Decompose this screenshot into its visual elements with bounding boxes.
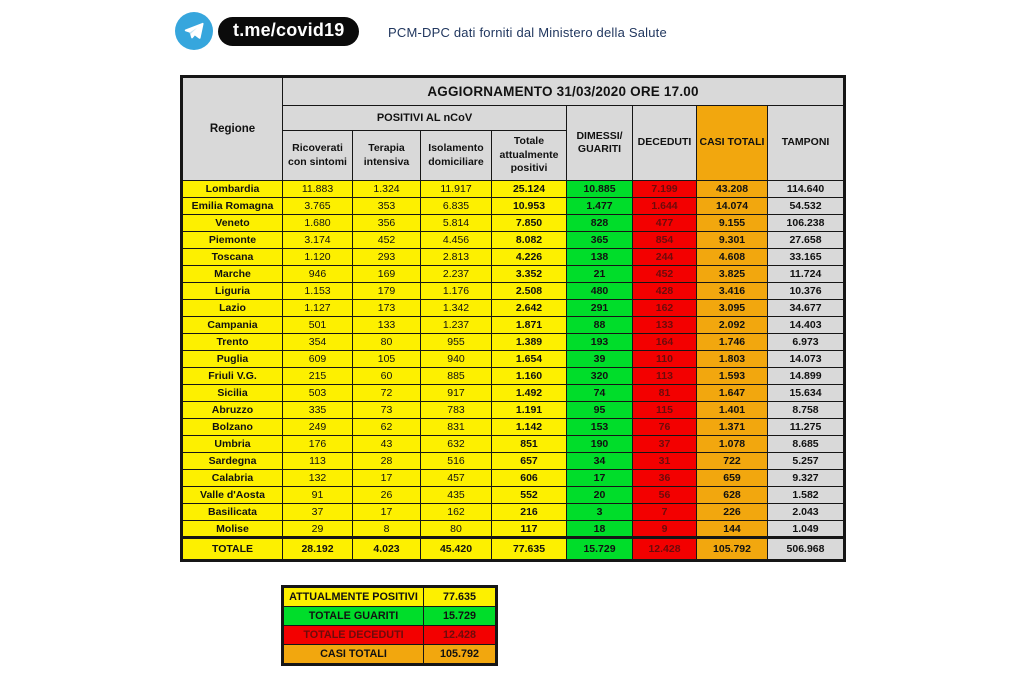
summary-label: TOTALE DECEDUTI <box>283 626 424 645</box>
value-cell: 3.174 <box>283 232 353 249</box>
region-row <box>182 283 845 300</box>
value-cell: 91 <box>283 487 353 504</box>
value-cell: 3.095 <box>697 300 768 317</box>
column-header-isolamento: Isolamento domiciliare <box>421 131 492 181</box>
table-body <box>182 181 845 561</box>
value-cell: 9.327 <box>768 470 845 487</box>
value-cell: 133 <box>633 317 697 334</box>
region-row <box>182 521 845 538</box>
region-row <box>182 436 845 453</box>
value-cell: 457 <box>421 470 492 487</box>
value-cell: 293 <box>353 249 421 266</box>
value-cell: 18 <box>567 521 633 538</box>
value-cell: 516 <box>421 453 492 470</box>
value-cell: 28.192 <box>283 538 353 561</box>
value-cell: 1.176 <box>421 283 492 300</box>
region-name: Sardegna <box>182 453 283 470</box>
region-name: Lombardia <box>182 181 283 198</box>
summary-value: 15.729 <box>424 607 497 626</box>
value-cell: 10.953 <box>492 198 567 215</box>
value-cell: 113 <box>283 453 353 470</box>
value-cell: 33.165 <box>768 249 845 266</box>
region-name: Calabria <box>182 470 283 487</box>
value-cell: 56 <box>633 487 697 504</box>
value-cell: 1.647 <box>697 385 768 402</box>
value-cell: 28 <box>353 453 421 470</box>
value-cell: 335 <box>283 402 353 419</box>
value-cell: 113 <box>633 368 697 385</box>
value-cell: 15.729 <box>567 538 633 561</box>
total-row <box>182 538 845 561</box>
region-row <box>182 181 845 198</box>
value-cell: 153 <box>567 419 633 436</box>
value-cell: 80 <box>353 334 421 351</box>
value-cell: 501 <box>283 317 353 334</box>
value-cell: 7.850 <box>492 215 567 232</box>
value-cell: 105.792 <box>697 538 768 561</box>
value-cell: 132 <box>283 470 353 487</box>
value-cell: 1.153 <box>283 283 353 300</box>
value-cell: 81 <box>633 385 697 402</box>
value-cell: 27.658 <box>768 232 845 249</box>
value-cell: 851 <box>492 436 567 453</box>
value-cell: 14.074 <box>697 198 768 215</box>
value-cell: 1.120 <box>283 249 353 266</box>
value-cell: 138 <box>567 249 633 266</box>
value-cell: 659 <box>697 470 768 487</box>
table-title: AGGIORNAMENTO 31/03/2020 ORE 17.00 <box>283 77 845 106</box>
value-cell: 3.765 <box>283 198 353 215</box>
region-name: Veneto <box>182 215 283 232</box>
region-name: Bolzano <box>182 419 283 436</box>
total-label: TOTALE <box>182 538 283 561</box>
value-cell: 1.078 <box>697 436 768 453</box>
region-row <box>182 215 845 232</box>
value-cell: 9 <box>633 521 697 538</box>
data-source-caption: PCM-DPC dati forniti dal Ministero della Salute <box>388 25 667 40</box>
value-cell: 3.825 <box>697 266 768 283</box>
value-cell: 72 <box>353 385 421 402</box>
value-cell: 216 <box>492 504 567 521</box>
value-cell: 1.401 <box>697 402 768 419</box>
value-cell: 2.813 <box>421 249 492 266</box>
column-header-totale-positivi: Totale attualmente positivi <box>492 131 567 181</box>
value-cell: 831 <box>421 419 492 436</box>
region-name: Valle d'Aosta <box>182 487 283 504</box>
value-cell: 1.803 <box>697 351 768 368</box>
value-cell: 552 <box>492 487 567 504</box>
value-cell: 10.885 <box>567 181 633 198</box>
summary-value: 105.792 <box>424 645 497 665</box>
value-cell: 946 <box>283 266 353 283</box>
value-cell: 1.593 <box>697 368 768 385</box>
summary-row-attualmente-positivi <box>283 587 497 607</box>
value-cell: 2.043 <box>768 504 845 521</box>
value-cell: 8.082 <box>492 232 567 249</box>
region-name: Lazio <box>182 300 283 317</box>
value-cell: 17 <box>567 470 633 487</box>
value-cell: 4.226 <box>492 249 567 266</box>
value-cell: 36 <box>633 470 697 487</box>
region-row <box>182 351 845 368</box>
value-cell: 105 <box>353 351 421 368</box>
covid-regional-table <box>180 75 846 562</box>
value-cell: 73 <box>353 402 421 419</box>
value-cell: 657 <box>492 453 567 470</box>
value-cell: 226 <box>697 504 768 521</box>
telegram-icon <box>175 12 213 50</box>
value-cell: 34.677 <box>768 300 845 317</box>
value-cell: 435 <box>421 487 492 504</box>
value-cell: 176 <box>283 436 353 453</box>
region-row <box>182 232 845 249</box>
value-cell: 249 <box>283 419 353 436</box>
value-cell: 34 <box>567 453 633 470</box>
value-cell: 885 <box>421 368 492 385</box>
region-row <box>182 334 845 351</box>
region-name: Abruzzo <box>182 402 283 419</box>
value-cell: 2.508 <box>492 283 567 300</box>
value-cell: 1.160 <box>492 368 567 385</box>
value-cell: 3.416 <box>697 283 768 300</box>
value-cell: 190 <box>567 436 633 453</box>
region-name: Marche <box>182 266 283 283</box>
value-cell: 164 <box>633 334 697 351</box>
value-cell: 365 <box>567 232 633 249</box>
value-cell: 215 <box>283 368 353 385</box>
value-cell: 2.642 <box>492 300 567 317</box>
value-cell: 609 <box>283 351 353 368</box>
value-cell: 828 <box>567 215 633 232</box>
region-name: Puglia <box>182 351 283 368</box>
region-row <box>182 317 845 334</box>
value-cell: 80 <box>421 521 492 538</box>
value-cell: 6.973 <box>768 334 845 351</box>
value-cell: 628 <box>697 487 768 504</box>
value-cell: 60 <box>353 368 421 385</box>
value-cell: 17 <box>353 504 421 521</box>
value-cell: 110 <box>633 351 697 368</box>
value-cell: 29 <box>283 521 353 538</box>
value-cell: 162 <box>421 504 492 521</box>
value-cell: 354 <box>283 334 353 351</box>
column-header-tamponi: TAMPONI <box>768 106 845 181</box>
value-cell: 1.324 <box>353 181 421 198</box>
value-cell: 117 <box>492 521 567 538</box>
value-cell: 480 <box>567 283 633 300</box>
value-cell: 20 <box>567 487 633 504</box>
value-cell: 26 <box>353 487 421 504</box>
value-cell: 9.155 <box>697 215 768 232</box>
region-name: Campania <box>182 317 283 334</box>
value-cell: 14.073 <box>768 351 845 368</box>
value-cell: 144 <box>697 521 768 538</box>
summary-value: 77.635 <box>424 587 497 607</box>
region-name: Sicilia <box>182 385 283 402</box>
region-name: Umbria <box>182 436 283 453</box>
value-cell: 452 <box>633 266 697 283</box>
value-cell: 2.092 <box>697 317 768 334</box>
value-cell: 783 <box>421 402 492 419</box>
value-cell: 1.746 <box>697 334 768 351</box>
value-cell: 4.608 <box>697 249 768 266</box>
value-cell: 506.968 <box>768 538 845 561</box>
value-cell: 193 <box>567 334 633 351</box>
value-cell: 940 <box>421 351 492 368</box>
summary-row-totale-deceduti <box>283 626 497 645</box>
value-cell: 179 <box>353 283 421 300</box>
value-cell: 291 <box>567 300 633 317</box>
summary-box <box>281 585 498 666</box>
value-cell: 11.275 <box>768 419 845 436</box>
value-cell: 1.477 <box>567 198 633 215</box>
value-cell: 503 <box>283 385 353 402</box>
value-cell: 21 <box>567 266 633 283</box>
region-row <box>182 453 845 470</box>
column-header-casi-totali: CASI TOTALI <box>697 106 768 181</box>
value-cell: 76 <box>633 419 697 436</box>
value-cell: 955 <box>421 334 492 351</box>
value-cell: 3 <box>567 504 633 521</box>
brand-header <box>175 12 359 50</box>
region-name: Molise <box>182 521 283 538</box>
value-cell: 5.814 <box>421 215 492 232</box>
value-cell: 8.758 <box>768 402 845 419</box>
region-row <box>182 470 845 487</box>
value-cell: 1.371 <box>697 419 768 436</box>
region-row <box>182 402 845 419</box>
value-cell: 8 <box>353 521 421 538</box>
summary-row-casi-totali <box>283 645 497 665</box>
value-cell: 43 <box>353 436 421 453</box>
value-cell: 10.376 <box>768 283 845 300</box>
value-cell: 62 <box>353 419 421 436</box>
value-cell: 722 <box>697 453 768 470</box>
value-cell: 12.428 <box>633 538 697 561</box>
value-cell: 1.127 <box>283 300 353 317</box>
region-row <box>182 368 845 385</box>
value-cell: 133 <box>353 317 421 334</box>
value-cell: 17 <box>353 470 421 487</box>
value-cell: 4.456 <box>421 232 492 249</box>
value-cell: 14.899 <box>768 368 845 385</box>
value-cell: 14.403 <box>768 317 845 334</box>
value-cell: 169 <box>353 266 421 283</box>
region-name: Liguria <box>182 283 283 300</box>
value-cell: 7.199 <box>633 181 697 198</box>
value-cell: 917 <box>421 385 492 402</box>
column-header-terapia-intensiva: Terapia intensiva <box>353 131 421 181</box>
value-cell: 11.724 <box>768 266 845 283</box>
value-cell: 1.342 <box>421 300 492 317</box>
value-cell: 854 <box>633 232 697 249</box>
value-cell: 114.640 <box>768 181 845 198</box>
value-cell: 39 <box>567 351 633 368</box>
value-cell: 606 <box>492 470 567 487</box>
value-cell: 11.883 <box>283 181 353 198</box>
summary-label: TOTALE GUARITI <box>283 607 424 626</box>
value-cell: 9.301 <box>697 232 768 249</box>
region-row <box>182 419 845 436</box>
value-cell: 356 <box>353 215 421 232</box>
value-cell: 31 <box>633 453 697 470</box>
summary-label: CASI TOTALI <box>283 645 424 665</box>
value-cell: 1.582 <box>768 487 845 504</box>
region-row <box>182 198 845 215</box>
region-name: Trento <box>182 334 283 351</box>
value-cell: 6.835 <box>421 198 492 215</box>
value-cell: 1.237 <box>421 317 492 334</box>
value-cell: 244 <box>633 249 697 266</box>
value-cell: 1.654 <box>492 351 567 368</box>
value-cell: 162 <box>633 300 697 317</box>
value-cell: 106.238 <box>768 215 845 232</box>
value-cell: 1.871 <box>492 317 567 334</box>
region-name: Friuli V.G. <box>182 368 283 385</box>
value-cell: 1.492 <box>492 385 567 402</box>
column-header-deceduti: DECEDUTI <box>633 106 697 181</box>
channel-link[interactable]: t.me/covid19 <box>218 17 359 46</box>
value-cell: 4.023 <box>353 538 421 561</box>
value-cell: 74 <box>567 385 633 402</box>
value-cell: 88 <box>567 317 633 334</box>
region-row <box>182 249 845 266</box>
value-cell: 77.635 <box>492 538 567 561</box>
column-group-positivi: POSITIVI AL nCoV <box>283 106 567 131</box>
summary-label: ATTUALMENTE POSITIVI <box>283 587 424 607</box>
value-cell: 5.257 <box>768 453 845 470</box>
value-cell: 1.049 <box>768 521 845 538</box>
value-cell: 1.644 <box>633 198 697 215</box>
value-cell: 1.389 <box>492 334 567 351</box>
region-name: Basilicata <box>182 504 283 521</box>
value-cell: 3.352 <box>492 266 567 283</box>
value-cell: 320 <box>567 368 633 385</box>
value-cell: 477 <box>633 215 697 232</box>
region-name: Toscana <box>182 249 283 266</box>
value-cell: 37 <box>633 436 697 453</box>
column-header-dimessi-guariti: DIMESSI/ GUARITI <box>567 106 633 181</box>
region-row <box>182 300 845 317</box>
value-cell: 37 <box>283 504 353 521</box>
value-cell: 8.685 <box>768 436 845 453</box>
region-row <box>182 266 845 283</box>
value-cell: 45.420 <box>421 538 492 561</box>
value-cell: 428 <box>633 283 697 300</box>
summary-value: 12.428 <box>424 626 497 645</box>
region-row <box>182 504 845 521</box>
value-cell: 43.208 <box>697 181 768 198</box>
value-cell: 95 <box>567 402 633 419</box>
region-row <box>182 385 845 402</box>
value-cell: 7 <box>633 504 697 521</box>
region-row <box>182 487 845 504</box>
value-cell: 1.142 <box>492 419 567 436</box>
value-cell: 632 <box>421 436 492 453</box>
value-cell: 11.917 <box>421 181 492 198</box>
column-header-ricoverati: Ricoverati con sintomi <box>283 131 353 181</box>
value-cell: 54.532 <box>768 198 845 215</box>
value-cell: 15.634 <box>768 385 845 402</box>
region-name: Piemonte <box>182 232 283 249</box>
value-cell: 115 <box>633 402 697 419</box>
value-cell: 25.124 <box>492 181 567 198</box>
value-cell: 1.680 <box>283 215 353 232</box>
summary-row-totale-guariti <box>283 607 497 626</box>
value-cell: 353 <box>353 198 421 215</box>
value-cell: 173 <box>353 300 421 317</box>
value-cell: 2.237 <box>421 266 492 283</box>
region-name: Emilia Romagna <box>182 198 283 215</box>
value-cell: 1.191 <box>492 402 567 419</box>
column-header-regione: Regione <box>182 77 283 181</box>
value-cell: 452 <box>353 232 421 249</box>
